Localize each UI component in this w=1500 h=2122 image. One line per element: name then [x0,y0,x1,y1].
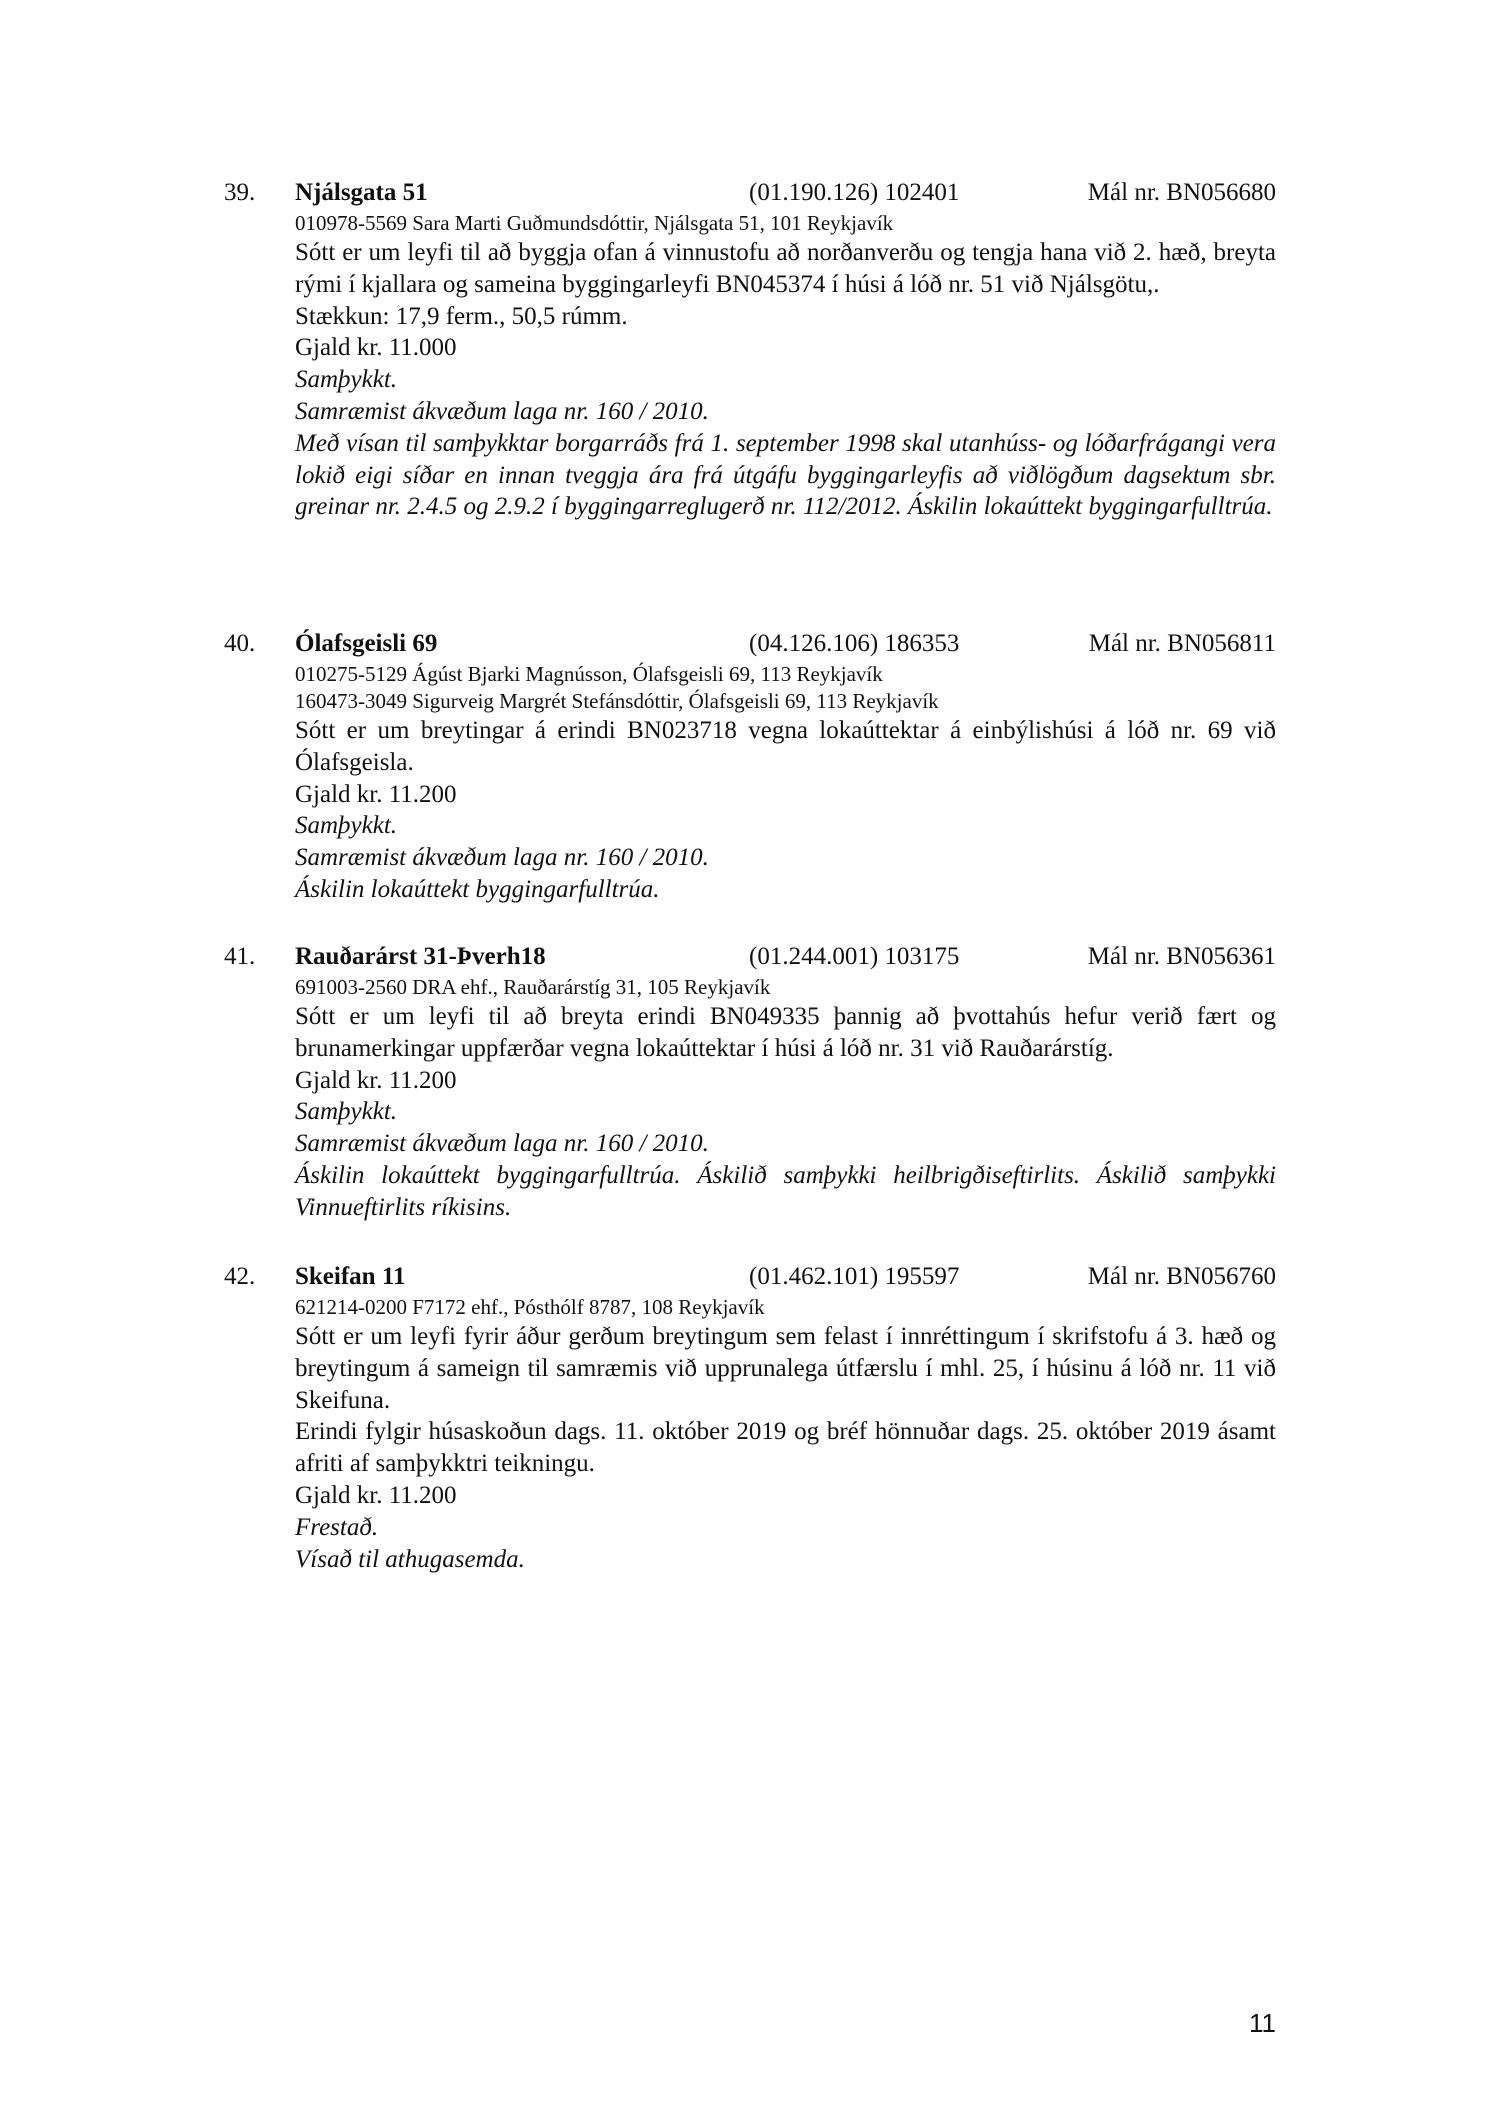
case-extra: Erindi fylgir húsaskoðun dags. 11. október 2019 og bréf hönnuðar dags. 25. október 2019 ásamt afriti af samþykktri teikningu. [295,1418,1276,1478]
case-description: Sótt er um breytingar á erindi BN023718 vegna lokaúttektar á einbýlishúsi á lóð nr. 69 við Ólafsgeisla. [295,717,1276,776]
case-owner: 010978-5569 Sara Marti Guðmundsdóttir, Njálsgata 51, 101 Reykjavík [295,211,894,235]
case-description: Sótt er um leyfi fyrir áður gerðum breytingum sem felast í innréttingum í skrifstofu á 3. hæð og breytingum á sameign til samræmis við upprunalega útfærslu í mhl. 25, í húsinu á lóð nr. 11 við Skeifuna. [295,1323,1276,1414]
case-body [295,974,1276,1224]
case-number: 42. [224,1263,256,1290]
case-address: Rauðarárst 31-Þverh18 [295,943,546,970]
case-number-ref: Mál nr. BN056680 [1087,179,1276,206]
case-41 [224,940,1276,1224]
case-description: Sótt er um leyfi til að breyta erindi BN049335 þannig að þvottahús hefur verið fært og brunamerkingar uppfærðar vegna lokaúttektar í húsi á lóð nr. 31 við Rauðarárstíg. [295,1003,1276,1062]
case-owner: 160473-3049 Sigurveig Margrét Stefánsdóttir, Ólafsgeisli 69, 113 Reykjavík [295,689,939,713]
case-number: 40. [224,630,256,657]
case-fee: Gjald kr. 11.200 [295,1066,457,1094]
case-number-ref: Mál nr. BN056361 [1087,943,1276,970]
case-number: 39. [224,179,256,206]
case-owner: 621214-0200 F7172 ehf., Pósthólf 8787, 108 Reykjavík [295,1295,765,1319]
case-fee: Gjald kr. 11.200 [295,1481,457,1509]
case-header [224,176,1276,210]
case-header [224,1260,1276,1294]
case-lot: (01.190.126) 102401 [749,179,960,206]
case-body [295,210,1276,523]
case-decision: Samþykkt. [295,1098,398,1126]
case-description: Sótt er um leyfi til að byggja ofan á vinnustofu að norðanverðu og tengja hana við 2. hæð, breyta rými í kjallara og sameina byggingarleyfi BN045374 í húsi á lóð nr. 51 við Njálsgötu,. [295,239,1276,298]
case-number-ref: Mál nr. BN056760 [1087,1263,1276,1290]
case-40 [224,627,1276,906]
case-owner: 691003-2560 DRA ehf., Rauðarárstíg 31, 105 Reykjavík [295,975,771,999]
case-law: Samræmist ákvæðum laga nr. 160 / 2010. [295,397,709,425]
case-fee: Gjald kr. 11.000 [295,334,457,362]
case-law: Samræmist ákvæðum laga nr. 160 / 2010. [295,844,709,872]
case-fee: Gjald kr. 11.200 [295,780,457,808]
case-address: Njálsgata 51 [295,179,428,206]
page-number: 11 [1249,2008,1276,2038]
case-owner: 010275-5129 Ágúst Bjarki Magnússon, Ólafsgeisli 69, 113 Reykjavík [295,662,883,686]
case-conditions: Með vísan til samþykktar borgarráðs frá 1. september 1998 skal utanhúss- og lóðarfrágangi vera lokið eigi síðar en innan tveggja ára frá útgáfu byggingarleyfis að viðlögðum dagsektum sbr. greinar nr. 2.4.5 og 2.9.2 í byggingarreglugerð nr. 112/2012. Áskilin lokaúttekt byggingarfulltrúa. [295,429,1276,521]
case-lot: (04.126.106) 186353 [749,630,960,657]
case-39 [224,176,1276,523]
case-number-ref: Mál nr. BN056811 [1088,630,1276,657]
case-header [224,627,1276,661]
case-law: Samræmist ákvæðum laga nr. 160 / 2010. [295,1130,709,1158]
case-body [295,661,1276,906]
case-conditions: Vísað til athugasemda. [295,1545,525,1573]
case-extra: Stækkun: 17,9 ferm., 50,5 rúmm. [295,302,628,330]
case-decision: Frestað. [295,1513,379,1541]
case-body [295,1294,1276,1575]
case-42 [224,1260,1276,1575]
case-lot: (01.244.001) 103175 [749,943,960,970]
case-address: Ólafsgeisli 69 [295,630,438,657]
case-address: Skeifan 11 [295,1263,406,1290]
case-decision: Samþykkt. [295,366,398,394]
case-header [224,940,1276,974]
case-conditions: Áskilin lokaúttekt byggingarfulltrúa. [295,875,660,903]
case-lot: (01.462.101) 195597 [749,1263,960,1290]
case-conditions: Áskilin lokaúttekt byggingarfulltrúa. Áskilið samþykki heilbrigðiseftirlits. Áskilið samþykki Vinnueftirlits ríkisins. [295,1161,1276,1221]
case-number: 41. [224,943,256,970]
case-decision: Samþykkt. [295,812,398,840]
